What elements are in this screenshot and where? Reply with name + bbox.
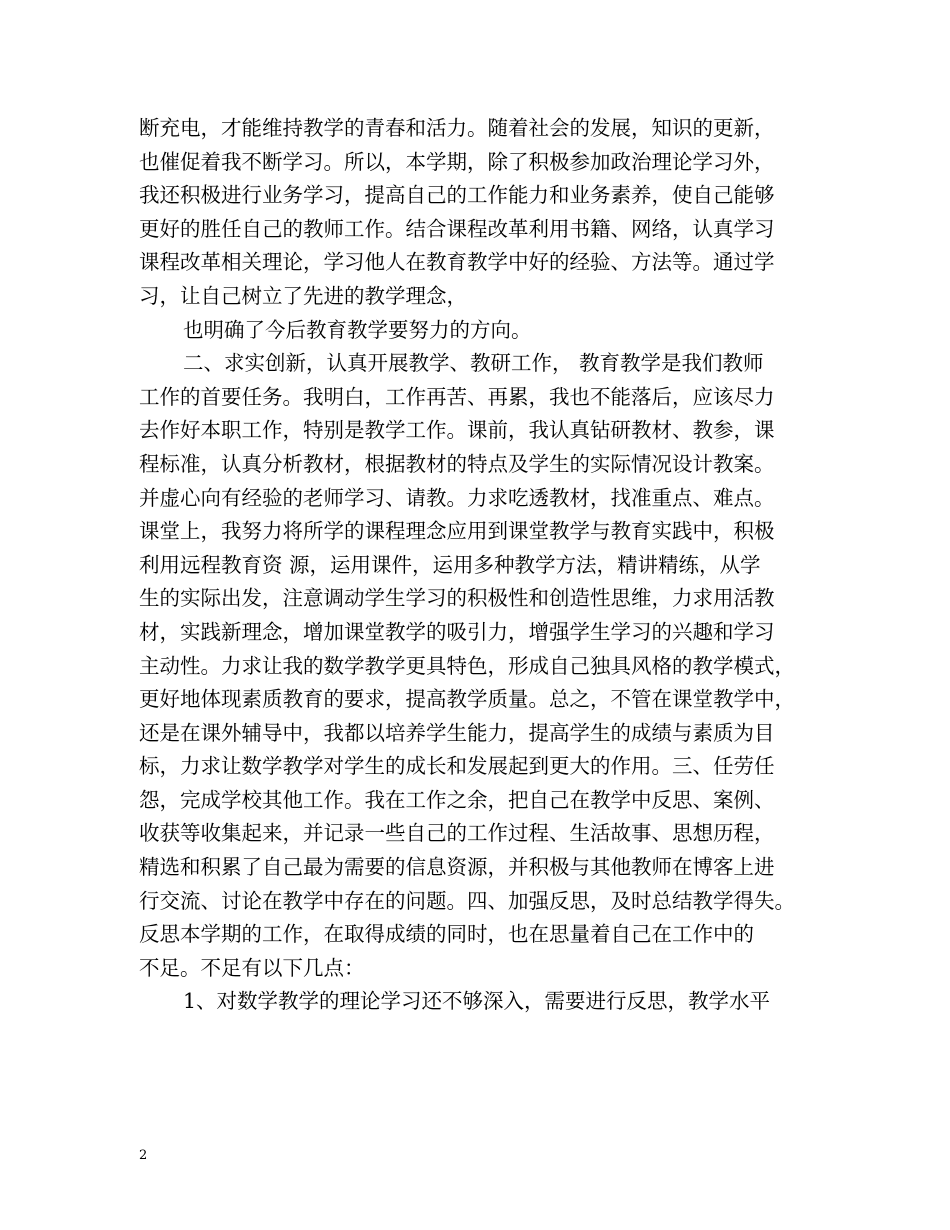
text-line: 我还积极进行业务学习，提高自己的工作能力和业务素养，使自己能够 xyxy=(139,183,775,208)
paragraph xyxy=(139,112,829,314)
text-line: 并虚心向有经验的老师学习、请教。力求吃透教材，找准重点、难点。 xyxy=(139,485,775,510)
text-line: 程标准，认真分析教材，根据教材的特点及学生的实际情况设计教案。 xyxy=(139,451,775,476)
text-line: 还是在课外辅导中，我都以培养学生能力，提高学生的成绩与素质为目 xyxy=(139,720,775,745)
text-line: 生的实际出发，注意调动学生学习的积极性和创造性思维，力求用活教 xyxy=(139,586,775,611)
text-line: 去作好本职工作，特别是教学工作。课前，我认真钻研教材、教参，课 xyxy=(139,418,775,443)
text-line: 行交流、讨论在教学中存在的问题。四、加强反思，及时总结教学得失。 xyxy=(139,888,795,913)
text-line: 课程改革相关理论，学习他人在教育教学中好的经验、方法等。通过学 xyxy=(139,250,775,275)
text-line: 二、求实创新，认真开展教学、教研工作， 教育教学是我们教师 xyxy=(183,351,764,376)
body-text xyxy=(139,112,829,1019)
text-line: 也明确了今后教育教学要努力的方向。 xyxy=(183,317,532,342)
page-number: 2 xyxy=(139,1148,148,1163)
text-line: 1、对数学教学的理论学习还不够深入，需要进行反思，教学水平 xyxy=(183,989,771,1014)
text-line: 材，实践新理念，增加课堂教学的吸引力，增强学生学习的兴趣和学习 xyxy=(139,619,775,644)
text-line: 工作的首要任务。我明白，工作再苦、再累，我也不能落后，应该尽力 xyxy=(139,384,775,409)
text-line: 利用远程教育资 源，运用课件，运用多种教学方法，精讲精练，从学 xyxy=(139,552,761,577)
text-line: 习，让自己树立了先进的教学理念， xyxy=(139,283,467,308)
paragraph xyxy=(139,347,829,381)
text-line: 反思本学期的工作，在取得成绩的同时，也在思量着自己在工作中的 xyxy=(139,922,754,947)
text-line: 主动性。力求让我的数学教学更具特色，形成自己独具风格的教学模式， xyxy=(139,653,795,678)
text-line: 不足。不足有以下几点： xyxy=(139,955,365,980)
paragraph xyxy=(139,985,829,1019)
text-line: 断充电，才能维持教学的青春和活力。随着社会的发展，知识的更新， xyxy=(139,116,775,140)
text-line: 收获等收集起来，并记录一些自己的工作过程、生活故事、思想历程， xyxy=(139,821,775,846)
paragraph xyxy=(139,381,829,986)
text-line: 精选和积累了自己最为需要的信息资源，并积极与其他教师在博客上进 xyxy=(139,855,775,880)
text-line: 标，力求让数学教学对学生的成长和发展起到更大的作用。三、任劳任 xyxy=(139,754,775,779)
paragraph xyxy=(139,314,829,348)
text-line: 更好地体现素质教育的要求，提高教学质量。总之，不管在课堂教学中， xyxy=(139,687,795,712)
text-line: 也催促着我不断学习。所以，本学期，除了积极参加政治理论学习外， xyxy=(139,149,775,174)
text-line: 课堂上，我努力将所学的课程理念应用到课堂教学与教育实践中，积极 xyxy=(139,519,775,544)
text-line: 怨，完成学校其他工作。我在工作之余，把自己在教学中反思、案例、 xyxy=(139,787,775,812)
text-line: 更好的胜任自己的教师工作。结合课程改革利用书籍、网络，认真学习 xyxy=(139,216,775,241)
